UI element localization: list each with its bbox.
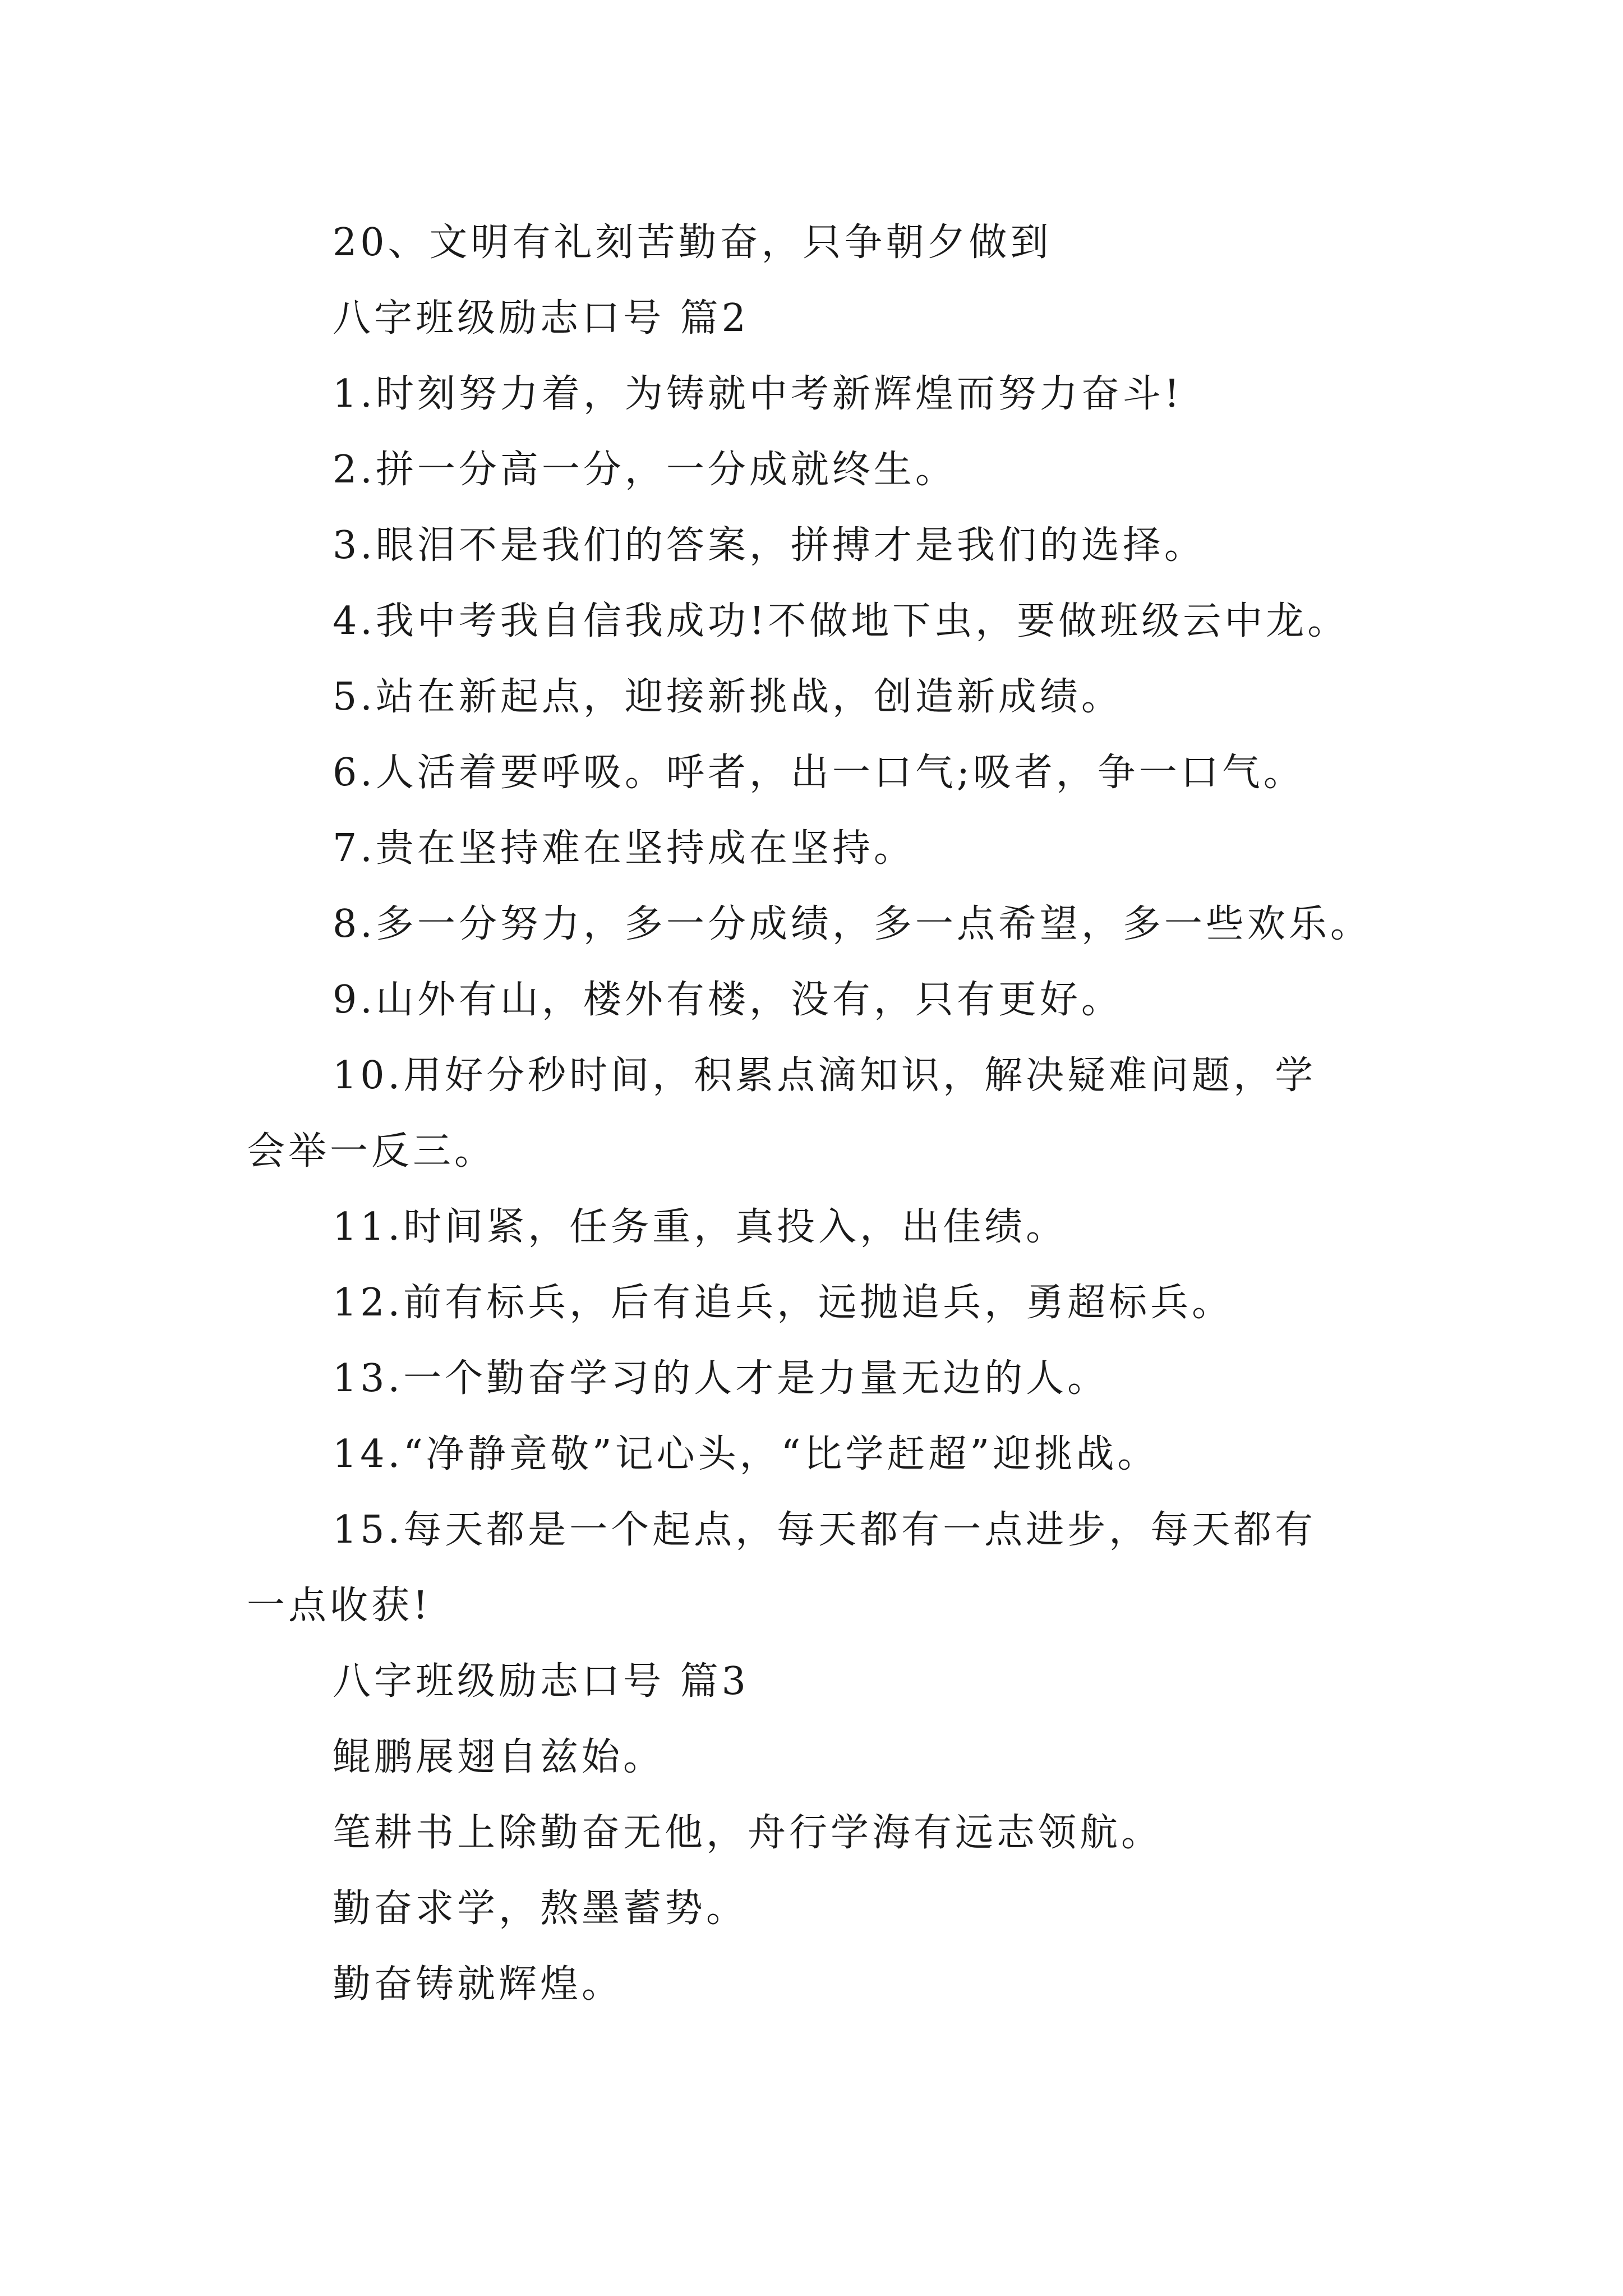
paragraph-line: 勤奋铸就辉煌。 — [333, 1962, 624, 2007]
paragraph-line: 20、文明有礼刻苦勤奋，只争朝夕做到 — [333, 220, 1052, 265]
paragraph-line: 鲲鹏展翅自兹始。 — [333, 1735, 665, 1779]
paragraph-line: 12.前有标兵，后有追兵，远抛追兵，勇超标兵。 — [333, 1281, 1234, 1325]
paragraph-line: 5.站在新起点，迎接新挑战，创造新成绩。 — [333, 675, 1123, 719]
paragraph-line: 14.“净静竟敬”记心头，“比学赶超”迎挑战。 — [333, 1432, 1159, 1476]
paragraph-line: 4.我中考我自信我成功!不做地下虫，要做班级云中龙。 — [333, 599, 1349, 643]
paragraph-line: 15.每天都是一个起点，每天都有一点进步，每天都有 — [333, 1508, 1317, 1552]
paragraph-line: 勤奋求学，熬墨蓄势。 — [333, 1887, 748, 1931]
paragraph-line: 1.时刻努力着，为铸就中考新辉煌而努力奋斗! — [333, 372, 1183, 416]
paragraph-line: 13.一个勤奋学习的人才是力量无边的人。 — [333, 1356, 1109, 1401]
paragraph-line: 7.贵在坚持难在坚持成在坚持。 — [333, 826, 915, 871]
paragraph-line: 笔耕书上除勤奋无他，舟行学海有远志领航。 — [333, 1811, 1163, 1855]
paragraph-line: 10.用好分秒时间，积累点滴知识，解决疑难问题，学 — [333, 1053, 1317, 1098]
paragraph-line-continuation: 一点收获! — [247, 1584, 432, 1628]
section-heading: 八字班级励志口号 篇3 — [333, 1659, 749, 1704]
document-body — [247, 205, 1380, 2022]
paragraph-line: 2.拼一分高一分，一分成就终生。 — [333, 448, 957, 492]
paragraph-line: 9.山外有山，楼外有楼，没有，只有更好。 — [333, 978, 1123, 1022]
paragraph-line: 3.眼泪不是我们的答案，拼搏才是我们的选择。 — [333, 523, 1206, 568]
paragraph-line: 6.人活着要呼吸。呼者，出一口气;吸者，争一口气。 — [333, 751, 1305, 795]
paragraph-line: 8.多一分努力，多一分成绩，多一点希望，多一些欢乐。 — [333, 902, 1372, 946]
section-heading: 八字班级励志口号 篇2 — [333, 296, 749, 341]
paragraph-line-continuation: 会举一反三。 — [247, 1129, 496, 1174]
paragraph-line: 11.时间紧，任务重，真投入，出佳绩。 — [333, 1205, 1068, 1249]
